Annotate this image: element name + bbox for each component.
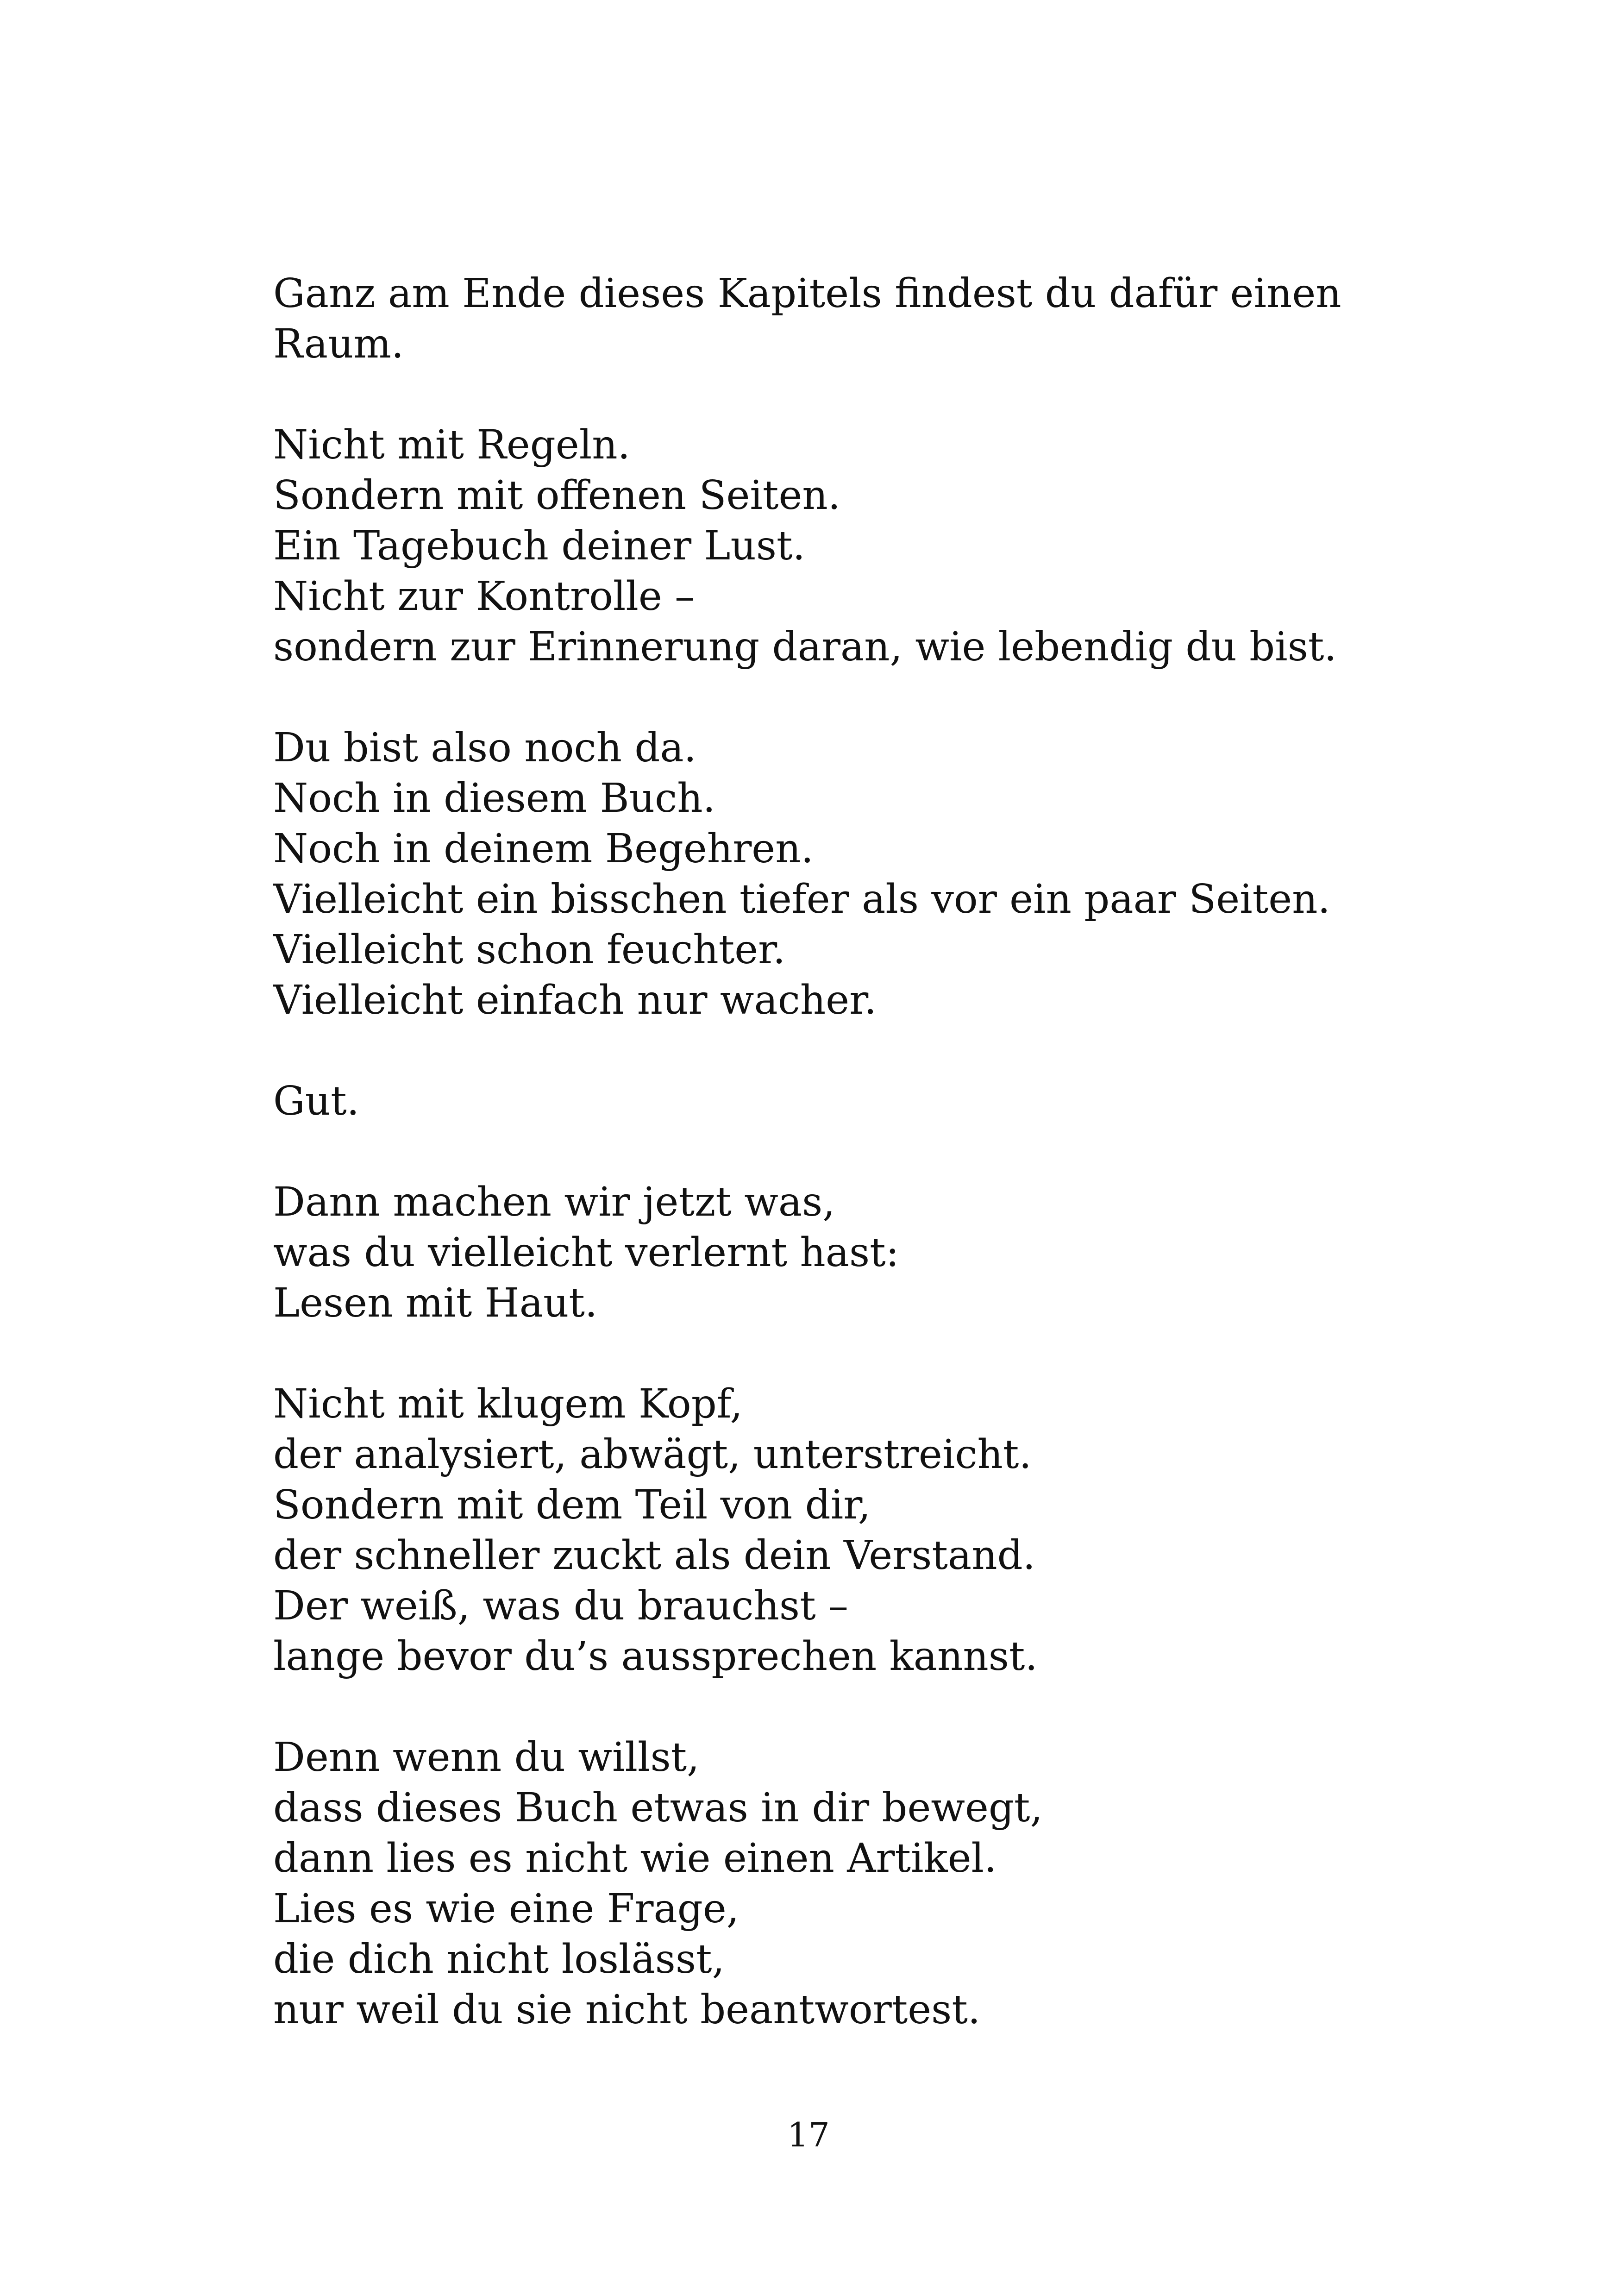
body-text (273, 269, 1385, 2035)
text-line: Ganz am Ende dieses Kapitels findest du dafür einen (273, 270, 1341, 317)
text-line: Vielleicht ein bisschen tiefer als vor ein paar Seiten. (273, 876, 1330, 922)
text-line: Noch in diesem Buch. (273, 775, 715, 822)
text-line: Nicht mit Regeln. (273, 422, 630, 468)
text-line: Sondern mit offenen Seiten. (273, 472, 841, 519)
text-line: Sondern mit dem Teil von dir, (273, 1482, 871, 1528)
text-line: Nicht zur Kontrolle – (273, 573, 695, 620)
page-number: 17 (787, 2115, 830, 2154)
text-line: Vielleicht schon feuchter. (273, 927, 786, 973)
text-line: dass dieses Buch etwas in dir bewegt, (273, 1785, 1043, 1831)
paragraph (273, 1076, 1385, 1127)
text-line: lange bevor du’s aussprechen kannst. (273, 1633, 1038, 1680)
paragraph-gap (273, 1329, 1385, 1379)
text-line: Vielleicht einfach nur wacher. (273, 977, 877, 1023)
text-line: dann lies es nicht wie einen Artikel. (273, 1835, 997, 1882)
paragraph (273, 1379, 1385, 1682)
paragraph (273, 420, 1385, 672)
text-line: Noch in deinem Begehren. (273, 826, 814, 872)
paragraph-gap (273, 1127, 1385, 1177)
text-line: Der weiß, was du brauchst – (273, 1583, 848, 1629)
text-line: Du bist also noch da. (273, 725, 697, 771)
paragraph (273, 1177, 1385, 1329)
text-line: Nicht mit klugem Kopf, (273, 1381, 743, 1427)
text-line: Lesen mit Haut. (273, 1280, 598, 1326)
text-line: die dich nicht loslässt, (273, 1936, 725, 1982)
paragraph-gap (273, 1682, 1385, 1732)
text-line: Ein Tagebuch deiner Lust. (273, 523, 805, 569)
text-line: der schneller zuckt als dein Verstand. (273, 1532, 1035, 1579)
paragraph (273, 723, 1385, 1026)
paragraph (273, 1732, 1385, 2035)
text-line: was du vielleicht verlernt hast: (273, 1230, 899, 1276)
text-line: nur weil du sie nicht beantwortest. (273, 1987, 981, 2033)
text-line: Dann machen wir jetzt was, (273, 1179, 835, 1225)
text-line: Raum. (273, 321, 404, 367)
text-line: der analysiert, abwägt, unterstreicht. (273, 1431, 1032, 1478)
paragraph-gap (273, 672, 1385, 723)
text-line: Lies es wie eine Frage, (273, 1886, 740, 1932)
text-line: Denn wenn du willst, (273, 1734, 700, 1781)
paragraph-gap (273, 370, 1385, 420)
paragraph (273, 269, 1385, 370)
text-line: sondern zur Erinnerung daran, wie lebendig du bist. (273, 624, 1337, 670)
text-line: Gut. (273, 1078, 359, 1124)
paragraph-gap (273, 1026, 1385, 1076)
